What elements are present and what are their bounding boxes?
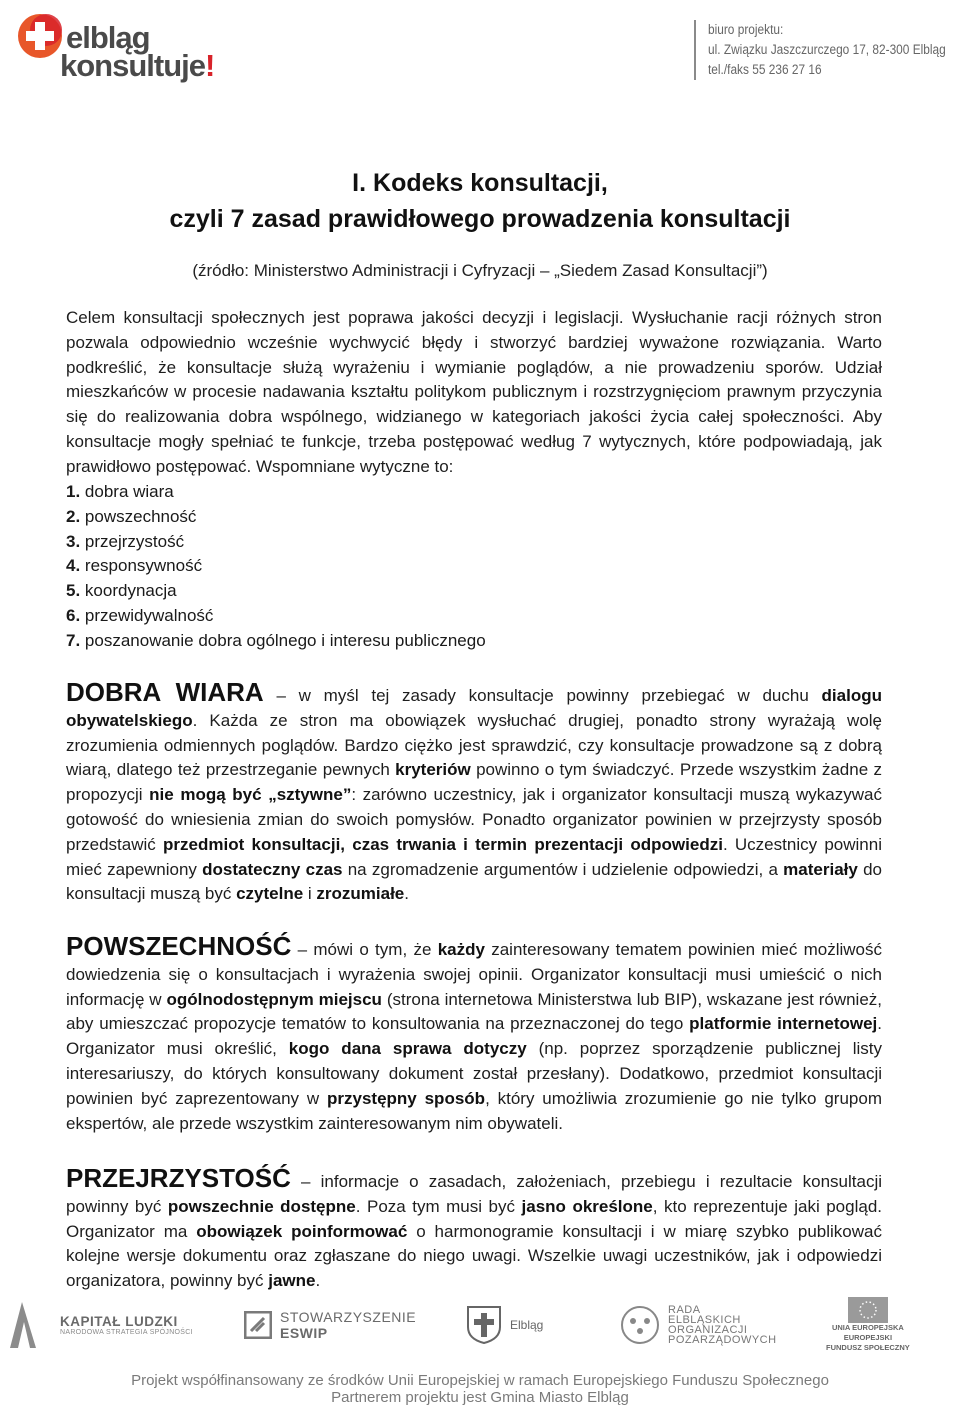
list-item: 1. dobra wiara xyxy=(66,482,174,501)
office-label: biuro projektu: xyxy=(708,22,784,37)
list-item: 5. koordynacja xyxy=(66,581,177,601)
elblag-city-logo: Elbląg xyxy=(466,1295,543,1355)
list-item: 7. poszanowanie dobra ogólnego i interesu publicznego xyxy=(66,630,486,650)
section-heading: DOBRA WIARA xyxy=(66,677,264,707)
principles-list xyxy=(66,480,486,654)
rada-organizacji-logo: RADA ELBLĄSKICH ORGANIZACJI POZARZĄDOWYCH xyxy=(620,1295,777,1355)
section-heading: POWSZECHNOŚĆ xyxy=(66,931,292,961)
list-item: 6. przewidywalność xyxy=(66,605,214,625)
logo-word-konsultuje: konsultuje! xyxy=(60,48,215,83)
eswip-icon xyxy=(244,1311,272,1339)
elblag-coat-of-arms-icon xyxy=(466,1305,502,1345)
source-note: (źródło: Ministerstwo Administracji i Cyfryzacji – „Siedem Zasad Konsultacji”) xyxy=(192,261,768,280)
section-przejrzystosc: PRZEJRZYSTOŚĆ – informacje o zasadach, założeniach, przebiegu i rezultacie konsultacji powinny być powszechnie dostępne. Poza tym musi być jasno określone, kto reprezentuje jaki pogląd. Organizator ma obowiązek poinformować o harmonogramie konsultacji i w miarę szybko publikować kolejne wersje dokumentu oraz zgłaszane do niego uwagi. Wszelkie uwagi uczestników, jak i odpowiedzi organizatora, powinny być jawne. xyxy=(66,1163,883,1291)
document-title-line1: I. Kodeks konsultacji, xyxy=(352,169,608,197)
section-dobra-wiara: DOBRA WIARA – w myśl tej zasady konsultacje powinny przebiegać w duchu dialogu obywatelskiego. Każda ze stron ma obowiązek wysłuchać drugiej, ponadto strony wyrażają wolę zrozumienia odmiennych poglądów. Bardzo ciężko jest sprawdzić, czy konsultacje prowadzone są z dobrą wiarą, dlatego też przestrzeganie pewnych kryteriów powinno o tym świadczyć. Przede wszystkim żadne z propozycji nie mogą być „sztywne”: zarówno uczestnicy, jak i organizator konsultacji muszą wykazywać gotowość do wniesienia zmian do swoich pomysłów. Ponadto organizator powinien w przejrzysty sposób przedstawić przedmiot konsultacji, czas trwania i termin prezentacji odpowiedzi. Uczestnicy powinni mieć zapewniony dostateczny czas na zgromadzenie argumentów i udzielenie odpowiedzi, a materiały do konsultacji muszą być czytelne i zrozumiałe. xyxy=(66,677,882,904)
list-item: 3. przejrzystość xyxy=(66,531,185,551)
list-item: 4. responsywność xyxy=(66,556,203,576)
section-powszechnosc: POWSZECHNOŚĆ – mówi o tym, że każdy zainteresowany tematem powinien mieć możliwość dowiedzenia się o konsultacjach i wyrażenia swojej opinii. Organizator konsultacji musi umieścić o nich informację w ogólnodostępnym miejscu (strona internetowa Ministerstwa lub BIP), wskazane jest również, aby umieszczać propozycje tematów to konsultowania na przeznaczonej do tego platformie internetowej. Organizator musi określić, kogo dana sprawa dotyczy (np. poprzez sporządzenie publicznej listy interesariuszy, do których konsultowany dokument został przesłany). Dodatkowo, przedmiot konsultacji powinien być zaprezentowany w przystępny sposób, który umożliwia zrozumienie go nie tylko grupom ekspertów, ale przede wszystkim zainteresowanym nim obywateli. xyxy=(66,931,883,1133)
elblag-konsultuje-logo xyxy=(14,8,224,86)
list-item: 2. powszechność xyxy=(66,506,197,526)
logo-cross-icon xyxy=(16,12,64,60)
office-address: ul. Związku Jaszczurczego 17, 82-300 Elbląg xyxy=(708,42,946,57)
eu-efs-logo: UNIA EUROPEJSKA EUROPEJSKI FUNDUSZ SPOŁECZNY xyxy=(826,1295,910,1355)
footer-partner-note: Partnerem projektu jest Gmina Miasto Elbląg xyxy=(331,1389,629,1406)
footer-logos xyxy=(0,1295,960,1360)
section-heading: PRZEJRZYSTOŚĆ xyxy=(66,1163,291,1193)
kapital-ludzki-logo: KAPITAŁ LUDZKI NARODOWA STRATEGIA SPÓJNOŚCI xyxy=(8,1295,193,1355)
logo-word-elblag: elbląg xyxy=(66,20,150,55)
intro-paragraph: Celem konsultacji społecznych jest poprawa jakości decyzji i legislacji. Wysłuchanie racji różnych stron pozwala odpowiednio wcześnie wychwycić błędy i stworzyć bardziej wyważone rozwiązania. Warto podkreślić, że konsultacje służą wyrażeniu i wymianie poglądów, a nie prowadzeniu sporów. Udział mieszkańców w procesie nadawania kształtu politykom publicznym i rozstrzygnięciom prawnym przyczynia się do realizowania dobra wspólnego, widzianego w kategoriach jakości życia całej społeczności. Aby konsultacje mogły spełniać te funkcje, trzeba postępować według 7 wytycznych, które podpowiadają, jak prawidłowo postępować. Wspomniane wytyczne to: xyxy=(66,308,882,476)
document-title-line2: czyli 7 zasad prawidłowego prowadzenia konsultacji xyxy=(169,205,791,233)
rada-organizacji-icon xyxy=(620,1303,660,1347)
office-phone: tel./faks 55 236 27 16 xyxy=(708,62,822,77)
project-office-info xyxy=(694,20,960,80)
eswip-logo: STOWARZYSZENIE ESWIP xyxy=(244,1295,416,1355)
eu-flag-icon xyxy=(848,1297,888,1323)
kapital-ludzki-icon xyxy=(8,1300,38,1350)
footer-cofinancing-note: Projekt współfinansowany ze środków Unii Europejskiej w ramach Europejskiego Funduszu Społecznego xyxy=(131,1372,829,1389)
